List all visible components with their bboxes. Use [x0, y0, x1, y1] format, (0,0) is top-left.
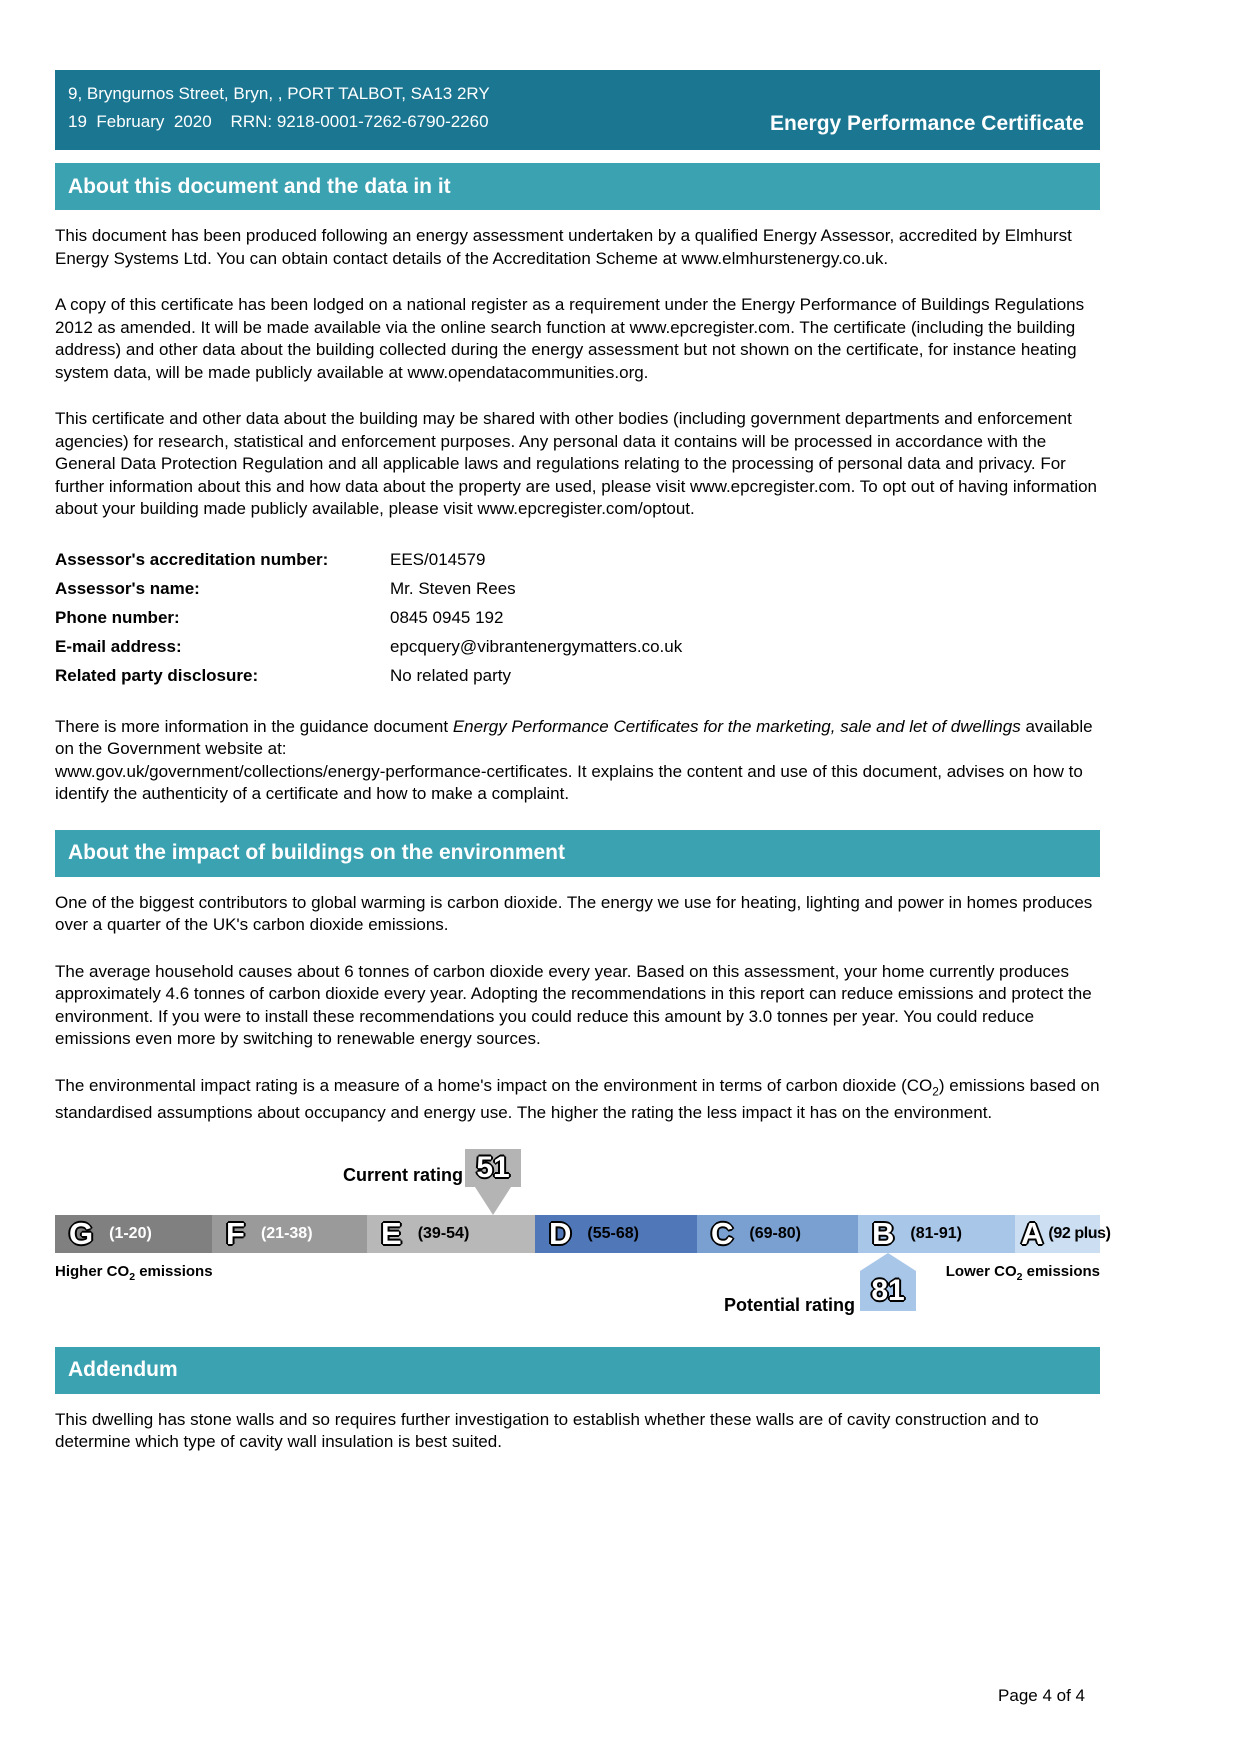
assessor-row-name — [55, 574, 1100, 603]
emissions-direction-labels — [55, 1263, 1100, 1283]
section-heading-environment: About the impact of buildings on the environment — [55, 830, 1100, 877]
label-text: emissions — [1022, 1262, 1100, 1280]
assessor-row-label: Assessor's accreditation number: — [55, 549, 329, 569]
property-address: 9, Bryngurnos Street, Bryn, , PORT TALBOT, SA13 2RY — [68, 84, 490, 103]
assessor-row-label: E-mail address: — [55, 636, 182, 656]
assessor-row-value: Mr. Steven Rees — [390, 578, 516, 598]
section-heading-addendum: Addendum — [55, 1347, 1100, 1394]
assessor-row-value: 0845 0945 192 — [390, 607, 504, 627]
paragraph-data-sharing: This certificate and other data about the building may be shared with other bodies (including government departments and enforcement agencies) for research, statistical and enforcement purposes. Any personal data it contains will be processed in accordance with the General Data Protection Regulation and all applicable laws and regulations relating to the processing of personal data and privacy. For further information about this and how data about the property are used, please visit www.epcregister.com. To opt out of having information about your building made publicly available, please visit www.epcregister.com/optout. — [55, 409, 1098, 518]
current-rating-row — [55, 1149, 1100, 1215]
ei-rating-text: ) emissions based on standardised assumptions about occupancy and energy use. The higher the rating the less impact it has on the environment. — [55, 1075, 1100, 1123]
paragraph-global-warming: One of the biggest contributors to global warming is carbon dioxide. The energy we use for heating, lighting and power in homes produces over a quarter of the UK's carbon dioxide emissions. — [55, 892, 1093, 934]
assessor-row-label: Related party disclosure: — [55, 665, 259, 685]
potential-rating-row — [55, 1273, 1100, 1345]
paragraph-assessment: This document has been produced following an energy assessment undertaken by a qualified Energy Assessor, accredited by Elmhurst Energy Systems Ltd. You can obtain contact details of the Accreditation Scheme at www.elmhurstenergy.co.uk. — [55, 226, 1072, 268]
rating-band-b — [858, 1215, 1015, 1253]
label-text: emissions — [135, 1262, 213, 1280]
assessor-row-label: Assessor's name: — [55, 578, 200, 598]
band-range: (81-91) — [910, 1224, 962, 1242]
current-rating-pointer-icon — [475, 1187, 511, 1215]
guidance-url-text: www.gov.uk/government/collections/energy-performance-certificates. It explains the content and use of this document, advises on how to identify the authenticity of a certificate and how to make a complaint. — [55, 761, 1083, 803]
assessor-row-accreditation — [55, 545, 1100, 574]
band-letter: D — [549, 1216, 572, 1252]
band-letter: G — [69, 1216, 94, 1252]
environmental-impact-rating-chart — [55, 1149, 1111, 1345]
assessor-row-value: epcquery@vibrantenergymatters.co.uk — [390, 636, 683, 656]
potential-rating-label: Potential rating — [723, 1294, 855, 1315]
paragraph-household-co2: The average household causes about 6 tonnes of carbon dioxide every year. Based on this assessment, your home currently produces approximately 4.6 tonnes of carbon dioxide every year. Adopting the recommendations in this report can reduce emissions and protect the environment. If you were to install these recommendations you could reduce this amount by 3.0 tonnes per year. You could reduce emissions even more by switching to renewable energy sources. — [55, 961, 1092, 1048]
potential-rating-marker — [860, 1253, 916, 1311]
assessor-row-email — [55, 632, 1100, 661]
lower-emissions-label — [946, 1263, 1100, 1283]
current-rating-value: 51 — [465, 1149, 521, 1187]
paragraph-addendum: This dwelling has stone walls and so requires further investigation to establish whether these walls are of cavity construction and to determine which type of cavity wall insulation is best suited. — [55, 1409, 1039, 1452]
document-header — [55, 70, 1100, 150]
higher-emissions-label — [55, 1263, 213, 1283]
rating-band-e — [367, 1215, 535, 1253]
assessor-row-label: Phone number: — [55, 607, 180, 627]
band-range: (21-38) — [260, 1224, 313, 1242]
potential-rating-pointer-icon — [860, 1253, 916, 1271]
label-text: Higher CO — [55, 1262, 130, 1280]
band-letter: C — [711, 1216, 734, 1252]
paragraph-national-register: A copy of this certificate has been lodged on a national register as a requirement under the Energy Performance of Buildings Regulations 2012 as amended. It will be made available via the online search function at www.epcregister.com. The certificate (including the building address) and other data about the building collected during the energy assessment but not shown on the certificate, for instance heating system data, will be made publicly available at www.opendatacommunities.org. — [55, 295, 1085, 382]
assessor-row-phone — [55, 603, 1100, 632]
assessor-row-disclosure — [55, 661, 1100, 690]
paragraph-guidance — [55, 716, 1100, 806]
rating-band-d — [535, 1215, 697, 1253]
property-info — [55, 70, 490, 150]
band-letter: E — [381, 1216, 402, 1252]
current-rating-label: Current rating — [342, 1164, 463, 1185]
guidance-document-title: Energy Performance Certificates for the marketing, sale and let of dwellings — [452, 716, 1021, 736]
band-range: (1-20) — [109, 1224, 152, 1242]
band-letter: B — [872, 1216, 895, 1252]
band-range: (92 plus) — [1048, 1224, 1111, 1242]
band-letter: F — [226, 1216, 245, 1252]
assessor-details — [55, 545, 1100, 690]
rating-band-a — [1015, 1215, 1111, 1253]
date-and-rrn: 19 February 2020 RRN: 9218-0001-7262-6790-2260 — [68, 112, 489, 131]
rating-band-g — [55, 1215, 212, 1253]
rating-scale-bar — [55, 1215, 1111, 1253]
potential-rating-value: 81 — [860, 1271, 916, 1311]
assessor-row-value: No related party — [390, 665, 511, 685]
current-rating-marker — [465, 1149, 521, 1215]
band-range: (69-80) — [749, 1224, 801, 1242]
rating-band-f — [212, 1215, 367, 1253]
guidance-text: available on the Government website at: — [55, 716, 1093, 758]
rating-band-c — [697, 1215, 858, 1253]
paragraph-ei-rating — [55, 1075, 1100, 1125]
page-number: Page 4 of 4 — [998, 1686, 1085, 1705]
section-heading-about-document: About this document and the data in it — [55, 163, 1100, 210]
guidance-text: There is more information in the guidance document — [55, 716, 453, 736]
co2-subscript: 2 — [1016, 1270, 1023, 1283]
band-letter: A — [1021, 1216, 1044, 1252]
ei-rating-text: The environmental impact rating is a measure of a home's impact on the environment in terms of carbon dioxide (CO — [55, 1075, 933, 1095]
band-range: (39-54) — [417, 1224, 470, 1242]
document-title: Energy Performance Certificate — [770, 112, 1084, 135]
co2-subscript: 2 — [932, 1083, 939, 1098]
co2-subscript: 2 — [129, 1270, 136, 1283]
band-range: (55-68) — [587, 1224, 639, 1242]
assessor-row-value: EES/014579 — [390, 549, 486, 569]
label-text: Lower CO — [945, 1262, 1017, 1280]
